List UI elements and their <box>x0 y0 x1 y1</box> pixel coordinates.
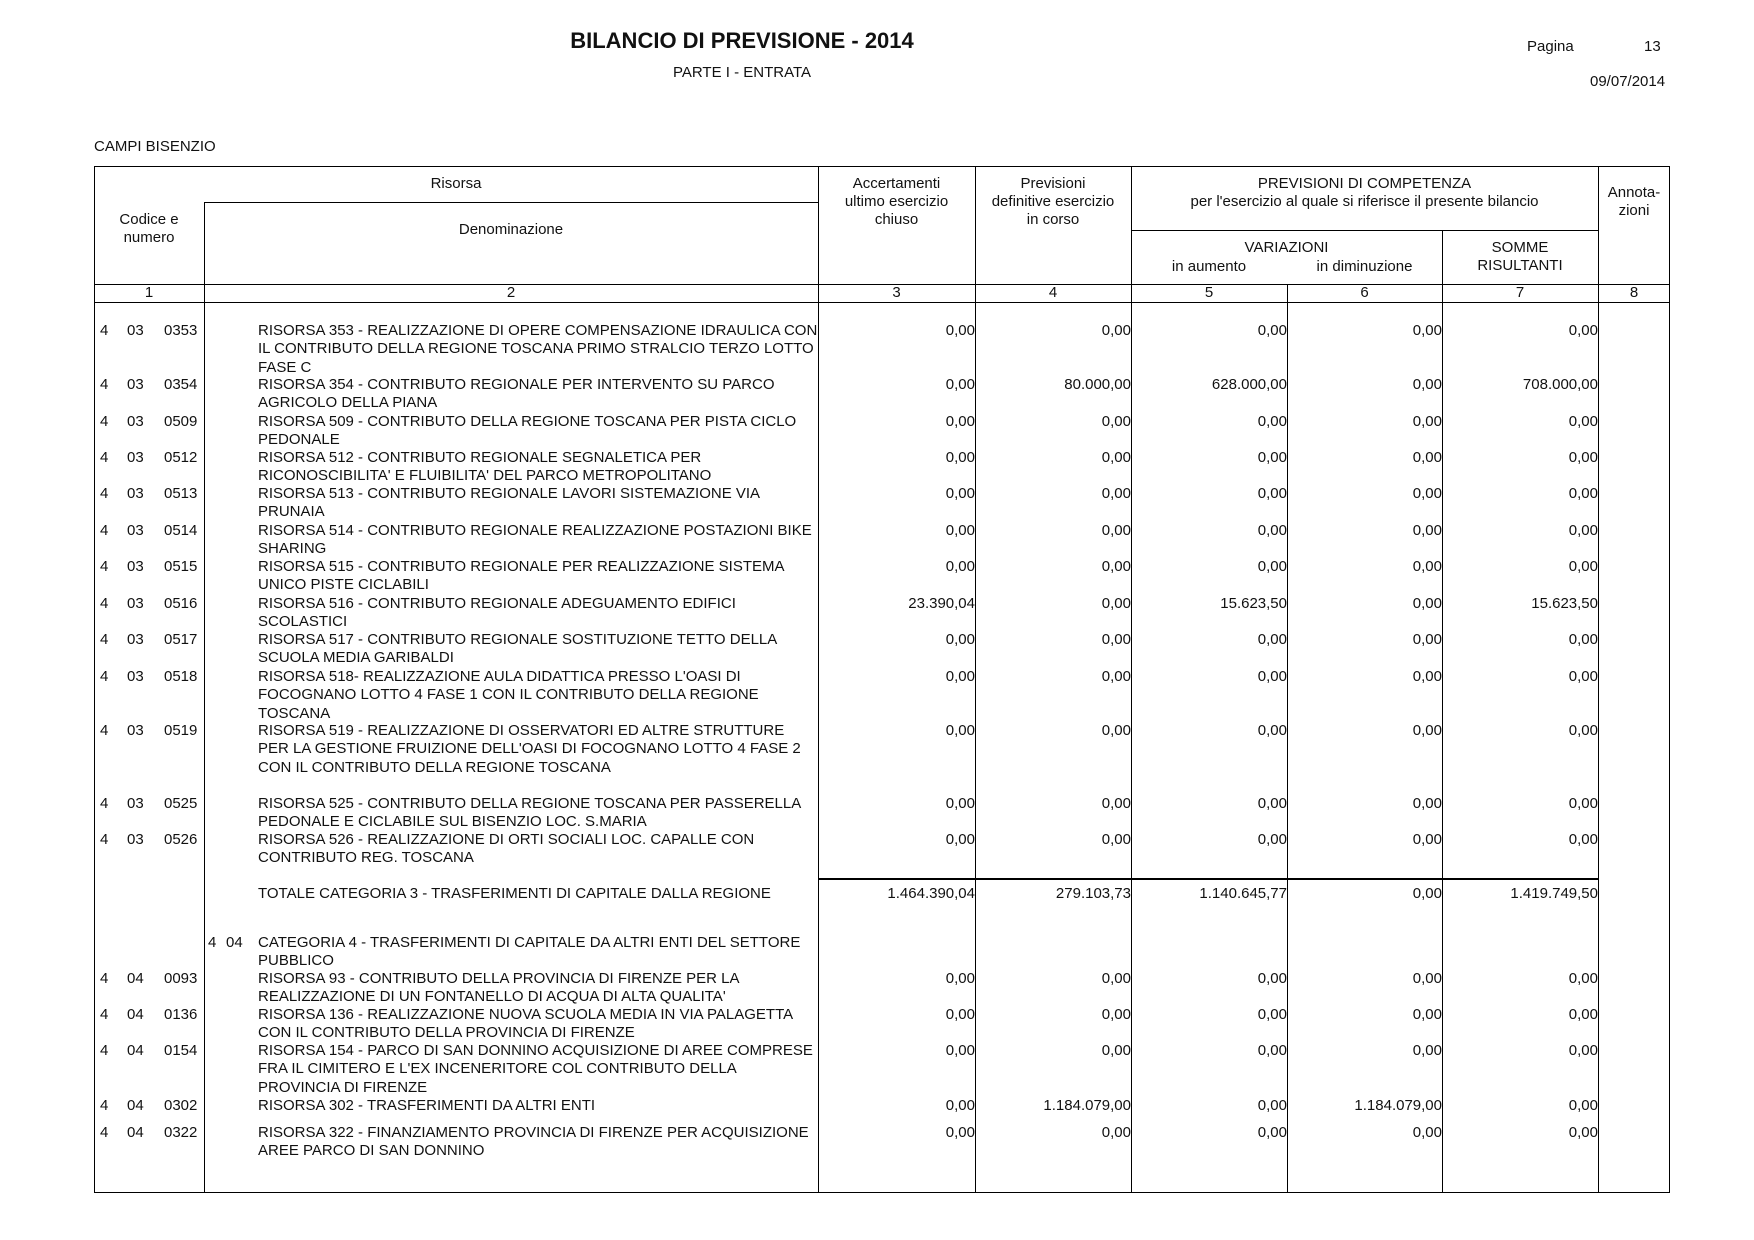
resource-row-v5: 0,00 <box>1257 322 1287 339</box>
resource-row-v4: 0,00 <box>1101 485 1131 502</box>
column-number: 5 <box>1204 284 1214 301</box>
resource-row-v7: 0,00 <box>1568 668 1598 685</box>
resource-row-resource-code: 0513 <box>164 485 198 502</box>
column-number: 8 <box>1629 284 1639 301</box>
resource-row-v7: 0,00 <box>1568 1042 1598 1059</box>
resource-row-v5: 0,00 <box>1257 970 1287 987</box>
resource-row-title-code: 4 <box>100 1042 109 1059</box>
resource-row-v3: 0,00 <box>945 485 975 502</box>
resource-row-title-code: 4 <box>100 795 109 812</box>
resource-row-description: RISORSA 513 - CONTRIBUTO REGIONALE LAVORI SISTEMAZIONE VIA PRUNAIA <box>258 485 760 521</box>
header-previsioni-competenza: PREVISIONI DI COMPETENZA per l'esercizio al quale si riferisce il presente bilancio <box>1190 175 1539 210</box>
resource-row-v7: 0,00 <box>1568 1124 1598 1141</box>
resource-row-category-code: 03 <box>127 795 144 812</box>
resource-row-v6: 0,00 <box>1412 668 1442 685</box>
resource-row-description: RISORSA 512 - CONTRIBUTO REGIONALE SEGNALETICA PER RICONOSCIBILITA' E FLUIBILITA' DEL PARCO METROPOLITANO <box>258 449 712 485</box>
resource-row-resource-code: 0093 <box>164 970 198 987</box>
resource-row-title-code: 4 <box>100 970 109 987</box>
resource-row-v6: 0,00 <box>1412 1006 1442 1023</box>
resource-row-v6: 0,00 <box>1412 376 1442 393</box>
grid-line <box>1442 230 1443 1193</box>
resource-row-category-code: 03 <box>127 631 144 648</box>
resource-row-v3: 0,00 <box>945 413 975 430</box>
resource-row-category-code: 03 <box>127 449 144 466</box>
resource-row-v5: 0,00 <box>1257 1042 1287 1059</box>
column-number: 7 <box>1515 284 1525 301</box>
total-row-description: TOTALE CATEGORIA 3 - TRASFERIMENTI DI CAPITALE DALLA REGIONE <box>258 885 771 902</box>
resource-row-v5: 0,00 <box>1257 631 1287 648</box>
resource-row-v6: 0,00 <box>1412 970 1442 987</box>
resource-row-title-code: 4 <box>100 376 109 393</box>
resource-row-description: RISORSA 526 - REALIZZAZIONE DI ORTI SOCIALI LOC. CAPALLE CON CONTRIBUTO REG. TOSCANA <box>258 831 755 867</box>
grid-line <box>1287 284 1288 1193</box>
document-subtitle: PARTE I - ENTRATA <box>672 64 812 81</box>
resource-row-v7: 0,00 <box>1568 449 1598 466</box>
resource-row-category-code: 03 <box>127 522 144 539</box>
resource-row-v4: 0,00 <box>1101 970 1131 987</box>
resource-row-v7: 0,00 <box>1568 831 1598 848</box>
resource-row-v7: 0,00 <box>1568 413 1598 430</box>
resource-row-v3: 0,00 <box>945 522 975 539</box>
resource-row-title-code: 4 <box>100 449 109 466</box>
resource-row-v5: 0,00 <box>1257 558 1287 575</box>
resource-row-description: RISORSA 525 - CONTRIBUTO DELLA REGIONE TOSCANA PER PASSERELLA PEDONALE E CICLABILE SUL BISENZIO LOC. S.MARIA <box>258 795 801 831</box>
resource-row-description: RISORSA 354 - CONTRIBUTO REGIONALE PER INTERVENTO SU PARCO AGRICOLO DELLA PIANA <box>258 376 775 412</box>
resource-row-v6: 0,00 <box>1412 1124 1442 1141</box>
resource-row-category-code: 03 <box>127 668 144 685</box>
resource-row-v6: 1.184.079,00 <box>1354 1097 1442 1114</box>
header-somme-risultanti: SOMME RISULTANTI <box>1477 239 1563 274</box>
resource-row-category-code: 04 <box>127 1124 144 1141</box>
resource-row-title-code: 4 <box>100 485 109 502</box>
resource-row-category-code: 03 <box>127 485 144 502</box>
resource-row-v5: 15.623,50 <box>1220 595 1287 612</box>
resource-row-description: RISORSA 515 - CONTRIBUTO REGIONALE PER REALIZZAZIONE SISTEMA UNICO PISTE CICLABILI <box>258 558 784 594</box>
resource-row-v3: 0,00 <box>945 558 975 575</box>
resource-row-v3: 0,00 <box>945 631 975 648</box>
resource-row-resource-code: 0519 <box>164 722 198 739</box>
resource-row-title-code: 4 <box>100 1097 109 1114</box>
resource-row-description: RISORSA 322 - FINANZIAMENTO PROVINCIA DI FIRENZE PER ACQUISIZIONE AREE PARCO DI SAN DONNINO <box>258 1124 809 1160</box>
total-row-v4: 279.103,73 <box>1055 885 1131 902</box>
header-accertamenti: Accertamenti ultimo esercizio chiuso <box>844 175 949 228</box>
grid-line <box>94 302 1670 303</box>
column-number: 1 <box>144 284 154 301</box>
resource-row-resource-code: 0154 <box>164 1042 198 1059</box>
resource-row-v4: 0,00 <box>1101 631 1131 648</box>
resource-row-title-code: 4 <box>100 522 109 539</box>
total-row-v6: 0,00 <box>1412 885 1442 902</box>
resource-row-v3: 0,00 <box>945 1097 975 1114</box>
resource-row-v5: 0,00 <box>1257 522 1287 539</box>
resource-row-resource-code: 0515 <box>164 558 198 575</box>
resource-row-v4: 80.000,00 <box>1064 376 1131 393</box>
grid-line <box>204 202 819 203</box>
resource-row-title-code: 4 <box>100 1124 109 1141</box>
category-description: CATEGORIA 4 - TRASFERIMENTI DI CAPITALE DA ALTRI ENTI DEL SETTORE PUBBLICO <box>258 934 801 970</box>
resource-row-v7: 0,00 <box>1568 522 1598 539</box>
resource-row-v5: 628.000,00 <box>1211 376 1287 393</box>
resource-row-title-code: 4 <box>100 1006 109 1023</box>
resource-row-v3: 0,00 <box>945 970 975 987</box>
resource-row-title-code: 4 <box>100 831 109 848</box>
resource-row-v7: 15.623,50 <box>1531 595 1598 612</box>
resource-row-description: RISORSA 518- REALIZZAZIONE AULA DIDATTICA PRESSO L'OASI DI FOCOGNANO LOTTO 4 FASE 1 CON IL CONTRIBUTO DELLA REGIONE TOSCANA <box>258 668 759 722</box>
resource-row-v5: 0,00 <box>1257 668 1287 685</box>
header-in-aumento: in aumento <box>1171 258 1247 275</box>
resource-row-resource-code: 0525 <box>164 795 198 812</box>
resource-row-description: RISORSA 302 - TRASFERIMENTI DA ALTRI ENTI <box>258 1097 596 1114</box>
resource-row-v3: 0,00 <box>945 668 975 685</box>
entity-name: CAMPI BISENZIO <box>94 138 216 155</box>
header-annotazioni: Annota- zioni <box>1607 184 1661 219</box>
resource-row-v3: 0,00 <box>945 1124 975 1141</box>
resource-row-title-code: 4 <box>100 631 109 648</box>
resource-row-title-code: 4 <box>100 322 109 339</box>
resource-row-v4: 0,00 <box>1101 831 1131 848</box>
resource-row-v7: 0,00 <box>1568 1006 1598 1023</box>
resource-row-v6: 0,00 <box>1412 722 1442 739</box>
resource-row-resource-code: 0526 <box>164 831 198 848</box>
resource-row-resource-code: 0322 <box>164 1124 198 1141</box>
resource-row-v6: 0,00 <box>1412 631 1442 648</box>
resource-row-resource-code: 0514 <box>164 522 198 539</box>
resource-row-v3: 0,00 <box>945 449 975 466</box>
resource-row-description: RISORSA 509 - CONTRIBUTO DELLA REGIONE TOSCANA PER PISTA CICLO PEDONALE <box>258 413 797 449</box>
header-variazioni: VARIAZIONI <box>1244 239 1329 256</box>
header-in-diminuzione: in diminuzione <box>1316 258 1413 275</box>
resource-row-v7: 0,00 <box>1568 558 1598 575</box>
resource-row-v7: 0,00 <box>1568 1097 1598 1114</box>
resource-row-v6: 0,00 <box>1412 522 1442 539</box>
resource-row-v3: 23.390,04 <box>908 595 975 612</box>
resource-row-v4: 0,00 <box>1101 722 1131 739</box>
total-row-v7: 1.419.749,50 <box>1510 885 1598 902</box>
resource-row-v5: 0,00 <box>1257 795 1287 812</box>
resource-row-v3: 0,00 <box>945 376 975 393</box>
resource-row-category-code: 03 <box>127 413 144 430</box>
resource-row-v3: 0,00 <box>945 795 975 812</box>
resource-row-category-code: 03 <box>127 595 144 612</box>
resource-row-v7: 0,00 <box>1568 795 1598 812</box>
resource-row-v4: 0,00 <box>1101 795 1131 812</box>
resource-row-description: RISORSA 93 - CONTRIBUTO DELLA PROVINCIA DI FIRENZE PER LA REALIZZAZIONE DI UN FONTANELLO DI ACQUA DI ALTA QUALITA' <box>258 970 739 1006</box>
resource-row-v6: 0,00 <box>1412 1042 1442 1059</box>
resource-row-v3: 0,00 <box>945 831 975 848</box>
resource-row-v5: 0,00 <box>1257 722 1287 739</box>
grid-line <box>204 202 205 1193</box>
resource-row-v4: 0,00 <box>1101 322 1131 339</box>
grid-line <box>1131 166 1132 1193</box>
grid-line <box>1131 230 1598 231</box>
resource-row-resource-code: 0512 <box>164 449 198 466</box>
resource-row-description: RISORSA 519 - REALIZZAZIONE DI OSSERVATORI ED ALTRE STRUTTURE PER LA GESTIONE FRUIZIONE DELL'OASI DI FOCOGNANO LOTTO 4 FASE 2 CON IL CONTRIBUTO DELLA REGIONE TOSCANA <box>258 722 801 776</box>
resource-row-v6: 0,00 <box>1412 485 1442 502</box>
resource-row-v7: 0,00 <box>1568 970 1598 987</box>
resource-row-v4: 0,00 <box>1101 1124 1131 1141</box>
resource-row-category-code: 04 <box>127 1097 144 1114</box>
column-number: 6 <box>1360 284 1369 301</box>
resource-row-category-code: 04 <box>127 970 144 987</box>
resource-row-v5: 0,00 <box>1257 831 1287 848</box>
resource-row-v5: 0,00 <box>1257 413 1287 430</box>
resource-row-v3: 0,00 <box>945 1042 975 1059</box>
document-title: BILANCIO DI PREVISIONE - 2014 <box>570 28 914 53</box>
resource-row-resource-code: 0302 <box>164 1097 198 1114</box>
resource-row-v3: 0,00 <box>945 722 975 739</box>
resource-row-description: RISORSA 136 - REALIZZAZIONE NUOVA SCUOLA MEDIA IN VIA PALAGETTA CON IL CONTRIBUTO DELLA PROVINCIA DI FIRENZE <box>258 1006 793 1042</box>
resource-row-category-code: 03 <box>127 831 144 848</box>
resource-row-v4: 1.184.079,00 <box>1043 1097 1131 1114</box>
resource-row-v4: 0,00 <box>1101 668 1131 685</box>
resource-row-v3: 0,00 <box>945 1006 975 1023</box>
column-number: 3 <box>892 284 901 301</box>
resource-row-v6: 0,00 <box>1412 413 1442 430</box>
resource-row-v7: 0,00 <box>1568 631 1598 648</box>
resource-row-v7: 0,00 <box>1568 485 1598 502</box>
header-previsioni-definitive: Previsioni definitive esercizio in corso <box>991 175 1115 228</box>
header-denominazione: Denominazione <box>458 221 564 238</box>
resource-row-v4: 0,00 <box>1101 595 1131 612</box>
resource-row-v7: 708.000,00 <box>1522 376 1598 393</box>
resource-row-v6: 0,00 <box>1412 831 1442 848</box>
resource-row-resource-code: 0354 <box>164 376 198 393</box>
header-codice: Codice e numero <box>119 211 179 246</box>
total-row-v5: 1.140.645,77 <box>1199 885 1287 902</box>
total-row-v3: 1.464.390,04 <box>887 885 975 902</box>
page-number: 13 <box>1644 38 1661 55</box>
resource-row-title-code: 4 <box>100 595 109 612</box>
resource-row-category-code: 03 <box>127 322 144 339</box>
resource-row-category-code: 03 <box>127 722 144 739</box>
resource-row-resource-code: 0509 <box>164 413 198 430</box>
resource-row-v5: 0,00 <box>1257 449 1287 466</box>
grid-line <box>818 166 819 1193</box>
resource-row-v5: 0,00 <box>1257 1097 1287 1114</box>
resource-row-title-code: 4 <box>100 668 109 685</box>
print-date: 09/07/2014 <box>1590 73 1666 90</box>
resource-row-description: RISORSA 516 - CONTRIBUTO REGIONALE ADEGUAMENTO EDIFICI SCOLASTICI <box>258 595 736 631</box>
total-line <box>818 878 1598 880</box>
resource-row-v3: 0,00 <box>945 322 975 339</box>
resource-row-v4: 0,00 <box>1101 413 1131 430</box>
resource-row-v5: 0,00 <box>1257 1124 1287 1141</box>
resource-row-category-code: 03 <box>127 558 144 575</box>
resource-row-v7: 0,00 <box>1568 722 1598 739</box>
resource-row-description: RISORSA 514 - CONTRIBUTO REGIONALE REALIZZAZIONE POSTAZIONI BIKE SHARING <box>258 522 812 558</box>
resource-row-category-code: 04 <box>127 1042 144 1059</box>
resource-row-v6: 0,00 <box>1412 322 1442 339</box>
grid-line <box>975 166 976 1193</box>
resource-row-v4: 0,00 <box>1101 1006 1131 1023</box>
resource-row-resource-code: 0517 <box>164 631 198 648</box>
category-code: 04 <box>226 934 243 951</box>
resource-row-v5: 0,00 <box>1257 485 1287 502</box>
header-risorsa: Risorsa <box>430 175 482 192</box>
resource-row-v6: 0,00 <box>1412 449 1442 466</box>
resource-row-v7: 0,00 <box>1568 322 1598 339</box>
resource-row-resource-code: 0353 <box>164 322 198 339</box>
column-number: 4 <box>1048 284 1058 301</box>
resource-row-title-code: 4 <box>100 722 109 739</box>
resource-row-resource-code: 0516 <box>164 595 198 612</box>
resource-row-v6: 0,00 <box>1412 595 1442 612</box>
category-title-code: 4 <box>208 934 217 951</box>
resource-row-v6: 0,00 <box>1412 558 1442 575</box>
resource-row-category-code: 03 <box>127 376 144 393</box>
grid-line <box>1598 166 1599 1193</box>
resource-row-v4: 0,00 <box>1101 558 1131 575</box>
resource-row-description: RISORSA 517 - CONTRIBUTO REGIONALE SOSTITUZIONE TETTO DELLA SCUOLA MEDIA GARIBALDI <box>258 631 777 667</box>
resource-row-v6: 0,00 <box>1412 795 1442 812</box>
resource-row-v5: 0,00 <box>1257 1006 1287 1023</box>
resource-row-title-code: 4 <box>100 413 109 430</box>
resource-row-category-code: 04 <box>127 1006 144 1023</box>
page-label: Pagina <box>1527 38 1574 55</box>
resource-row-description: RISORSA 353 - REALIZZAZIONE DI OPERE COMPENSAZIONE IDRAULICA CON IL CONTRIBUTO DELLA REGIONE TOSCANA PRIMO STRALCIO TERZO LOTTO FASE C <box>258 322 818 376</box>
resource-row-v4: 0,00 <box>1101 449 1131 466</box>
resource-row-v4: 0,00 <box>1101 1042 1131 1059</box>
resource-row-v4: 0,00 <box>1101 522 1131 539</box>
resource-row-resource-code: 0518 <box>164 668 198 685</box>
column-number: 2 <box>506 284 516 301</box>
resource-row-resource-code: 0136 <box>164 1006 198 1023</box>
resource-row-title-code: 4 <box>100 558 109 575</box>
resource-row-description: RISORSA 154 - PARCO DI SAN DONNINO ACQUISIZIONE DI AREE COMPRESE FRA IL CIMITERO E L'EX INCENERITORE COL CONTRIBUTO DELLA PROVINCIA DI FIRENZE <box>258 1042 813 1096</box>
